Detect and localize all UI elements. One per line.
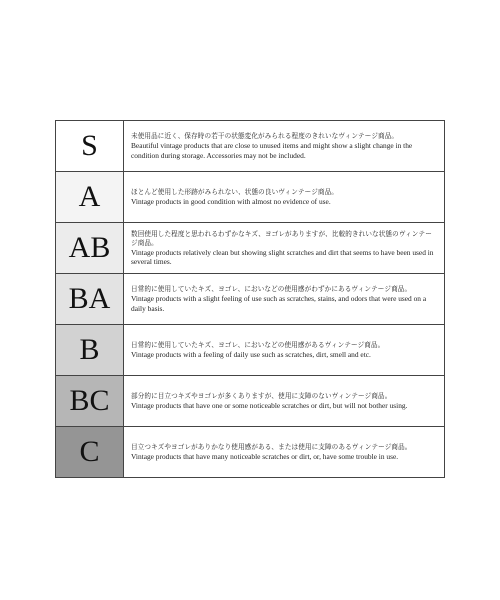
description-japanese: 目立つキズやヨゴレがありかなり使用感がある、または使用に支障のあるヴィンテージ商品。 xyxy=(131,442,412,451)
grade-description xyxy=(124,325,445,376)
description-japanese: 数回使用した程度と思われるわずかなキズ、ヨゴレがありますが、比較的きれいな状態のヴィンテージ商品。 xyxy=(131,229,432,247)
description-japanese: ほとんど使用した形跡がみられない、状態の良いヴィンテージ商品。 xyxy=(131,187,338,196)
grade-row xyxy=(56,325,445,376)
grade-description xyxy=(124,274,445,325)
grade-row xyxy=(56,172,445,223)
grade-row xyxy=(56,121,445,172)
grade-description xyxy=(124,223,445,274)
grade-label: A xyxy=(56,172,124,223)
grade-label: C xyxy=(56,427,124,478)
grade-label: S xyxy=(56,121,124,172)
grade-table-body xyxy=(56,121,445,478)
condition-grade-table xyxy=(55,120,445,478)
description-japanese: 日常的に使用していたキズ、ヨゴレ、においなどの使用感がわずかにあるヴィンテージ商品。 xyxy=(131,285,412,294)
grade-description xyxy=(124,427,445,478)
description-japanese: 部分的に目立つキズやヨゴレが多くありますが、使用に支障のないヴィンテージ商品。 xyxy=(131,391,392,400)
description-japanese: 日常的に使用していたキズ、ヨゴレ、においなどの使用感があるヴィンテージ商品。 xyxy=(131,340,385,349)
grade-description xyxy=(124,376,445,427)
grade-description xyxy=(124,121,445,172)
description-english: Vintage products relatively clean but showing slight scratches and dirt that seems to have been used in several times. xyxy=(131,247,434,266)
description-english: Vintage products with a feeling of daily use such as scratches, dirt, smell and etc. xyxy=(131,349,371,359)
description-english: Vintage products with a slight feeling of use such as scratches, stains, and odors that were used on a daily basis. xyxy=(131,294,427,313)
grade-row xyxy=(56,427,445,478)
description-english: Vintage products that have many noticeable scratches or dirt, or, have some trouble in use. xyxy=(131,451,399,461)
grade-label: BC xyxy=(56,376,124,427)
grade-description xyxy=(124,172,445,223)
description-english: Vintage products that have one or some noticeable scratches or dirt, but will not bother using. xyxy=(131,400,408,410)
grade-row xyxy=(56,223,445,274)
description-english: Beautiful vintage products that are close to unused items and might show a slight change in the condition during storage. Accessories may not be included. xyxy=(131,141,413,160)
grade-row xyxy=(56,376,445,427)
description-japanese: 未使用品に近く、保存時の若干の状態変化がみられる程度のきれいなヴィンテージ商品。 xyxy=(131,132,399,141)
grade-row xyxy=(56,274,445,325)
grade-label: B xyxy=(56,325,124,376)
grade-label: BA xyxy=(56,274,124,325)
description-english: Vintage products in good condition with almost no evidence of use. xyxy=(131,196,331,206)
grade-label: AB xyxy=(56,223,124,274)
